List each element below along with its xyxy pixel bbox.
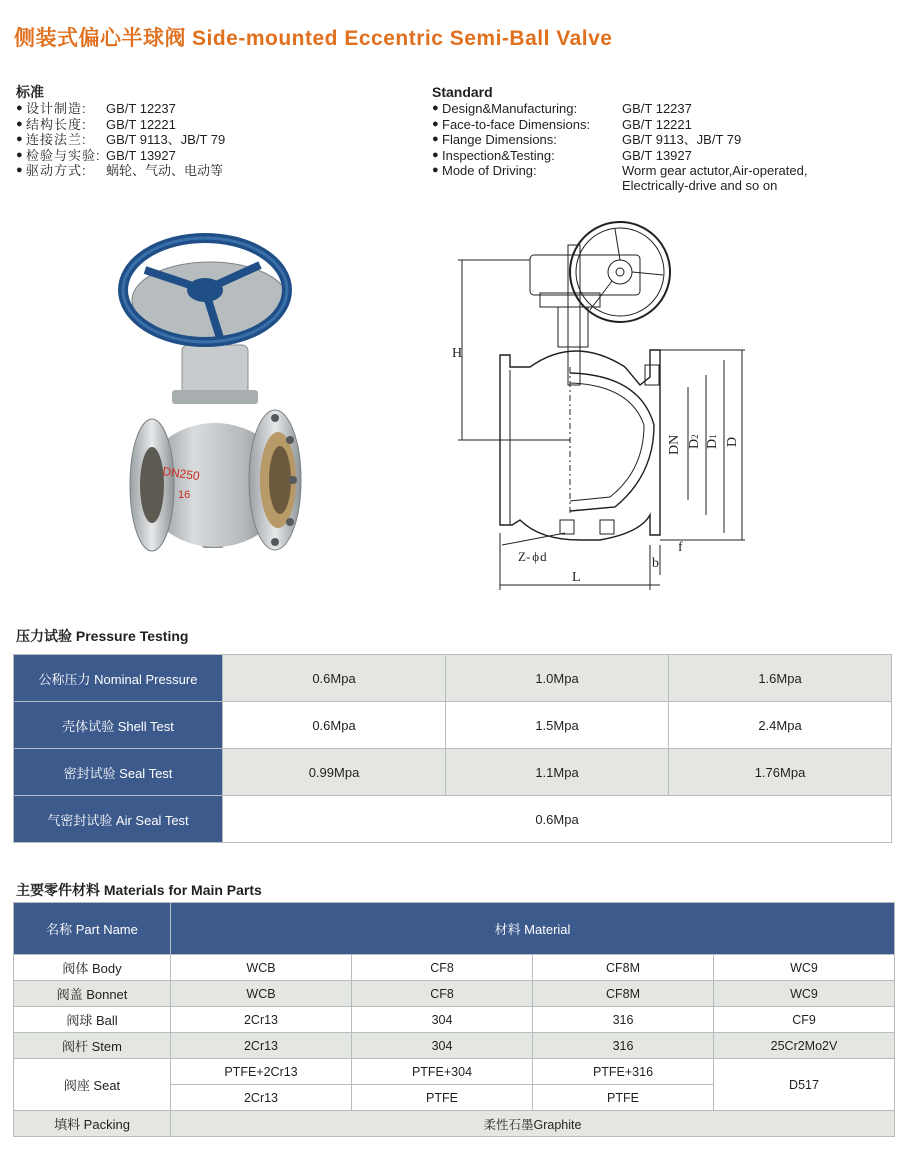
standard-en-item: ● Mode of Driving: Worm gear actutor,Air-operated, Electrically-drive and so on [432, 163, 808, 194]
header-part-name: 名称 Part Name [14, 903, 171, 955]
materials-table [13, 902, 895, 1137]
row-header: 壳体试验 Shell Test [14, 702, 223, 749]
table-row: 阀座 Seat PTFE+2Cr13 PTFE+304 PTFE+316 D517 [14, 1059, 895, 1085]
header-material: 材料 Material [171, 903, 895, 955]
bullet-icon: ● [432, 133, 439, 146]
table-row [14, 702, 892, 749]
title-en: Side-mounted Eccentric Semi-Ball Valve [192, 27, 613, 50]
bullet-icon: ● [432, 148, 439, 161]
standard-cn-block [16, 85, 225, 178]
table-cell: 0.99Mpa [223, 749, 446, 796]
table-row: 阀杆 Stem 2Cr13 304 316 25Cr2Mo2V [14, 1033, 895, 1059]
table-row: 阀体 Body WCB CF8 CF8M WC9 [14, 955, 895, 981]
standard-en-heading: Standard [432, 84, 493, 100]
dim-DN: DN [667, 434, 682, 455]
dim-D: D [725, 436, 740, 447]
bullet-icon: ● [432, 117, 439, 130]
title-cn: 侧装式偏心半球阀 [14, 27, 186, 50]
photo-marking-pn: 16 [178, 489, 191, 501]
svg-text:D1 [705, 434, 720, 449]
table-cell: 2.4Mpa [669, 702, 892, 749]
bullet-icon: ● [16, 133, 23, 146]
dim-H: H [452, 346, 463, 361]
standard-cn-item: ● 检验与实验: GB/T 13927 [16, 147, 176, 163]
table-cell: 0.6Mpa [223, 655, 446, 702]
dim-f: f [678, 540, 683, 555]
dim-phi: ϕ [532, 549, 540, 564]
standard-cn-item: ● 连接法兰: GB/T 9113、JB/T 79 [16, 132, 226, 148]
dim-D1: D [705, 438, 720, 449]
standard-cn-heading: 标准 [16, 84, 44, 100]
standard-cn-item: ● 设计制造: GB/T 12237 [16, 101, 176, 117]
dim-D1-sub: 1 [708, 434, 718, 439]
valve-section-drawing [440, 215, 770, 600]
dim-Z: Z- [518, 549, 531, 564]
row-header: 密封试验 Seal Test [14, 749, 223, 796]
bullet-icon: ● [16, 164, 23, 177]
standard-en-item: ● Inspection&Testing: GB/T 13927 [432, 147, 692, 163]
table-row: 阀盖 Bonnet WCB CF8 CF8M WC9 [14, 981, 895, 1007]
row-header: 气密封试验 Air Seal Test [14, 796, 223, 843]
standard-cn-item: ● 驱动方式: 蜗轮、气动、电动等 [16, 163, 224, 179]
bullet-icon: ● [16, 102, 23, 115]
table-header-row [14, 903, 895, 955]
table-row [14, 749, 892, 796]
table-cell: 0.6Mpa [223, 702, 446, 749]
dim-L: L [572, 570, 581, 585]
dim-D2: D [687, 438, 702, 449]
bullet-icon: ● [16, 148, 23, 161]
valve-photo [110, 230, 310, 560]
table-row: 填料 Packing 柔性石墨Graphite [14, 1111, 895, 1137]
dim-b: b [652, 556, 659, 571]
table-cell: 1.1Mpa [446, 749, 669, 796]
table-row [14, 655, 892, 702]
svg-text:Z-ϕd [518, 549, 547, 564]
table-row [14, 796, 892, 843]
svg-text:D2 [687, 434, 702, 449]
bullet-icon: ● [16, 117, 23, 130]
standard-en-item: ● Face-to-face Dimensions: GB/T 12221 [432, 116, 692, 132]
bullet-icon: ● [432, 102, 439, 115]
row-header: 公称压力 Nominal Pressure [14, 655, 223, 702]
bullet-icon: ● [432, 164, 439, 177]
materials-section-title: 主要零件材料 Materials for Main Parts [16, 882, 262, 898]
table-cell: 1.6Mpa [669, 655, 892, 702]
table-cell: 1.5Mpa [446, 702, 669, 749]
standard-en-block [432, 85, 807, 194]
photo-marking-dn: DN250 [161, 464, 201, 484]
standard-en-item: ● Design&Manufacturing: GB/T 12237 [432, 101, 692, 117]
dim-d: d [540, 549, 547, 564]
table-cell: 0.6Mpa [223, 796, 892, 843]
table-row: 2Cr13 PTFE PTFE [14, 1085, 895, 1111]
standard-cn-item: ● 结构长度: GB/T 12221 [16, 116, 176, 132]
dim-D2-sub: 2 [690, 434, 700, 439]
page-title [14, 22, 612, 52]
standard-en-item: ● Flange Dimensions: GB/T 9113、JB/T 79 [432, 132, 742, 148]
table-row: 阀球 Ball 2Cr13 304 316 CF9 [14, 1007, 895, 1033]
pressure-table [13, 654, 892, 843]
pressure-section-title: 压力试验 Pressure Testing [16, 628, 189, 644]
table-cell: 1.0Mpa [446, 655, 669, 702]
table-cell: 1.76Mpa [669, 749, 892, 796]
